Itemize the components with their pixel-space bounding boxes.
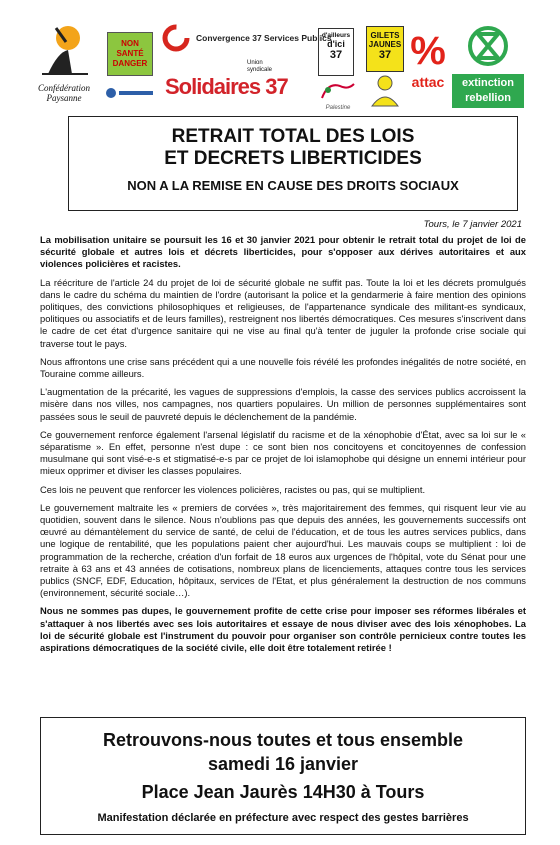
xr-logo — [452, 24, 524, 110]
paragraph-intro: La mobilisation unitaire se poursuit les 16 et 30 janvier 2021 pour obtenir le retrait total du projet de loi de sécurité globale et autres lois et décrets liberticides, pour s'opposer aux dérives autoritaires et aux violences policières et racistes. — [40, 234, 526, 270]
paragraph-violences: Ces lois ne peuvent que renforcer les violences policières, racistes ou pas, qui se multiplient. — [40, 483, 426, 495]
callout-note: Manifestation déclarée en préfecture avec respect des gestes barrières — [97, 812, 469, 824]
gilets-figure-logo — [366, 74, 404, 108]
convergence-label: Convergence 37 Services Publics — [196, 33, 332, 43]
attac-label: attac — [411, 74, 445, 90]
paragraph-separatisme: Ce gouvernement renforce également l'arsenal législatif du racisme et de la xénophobie d'État, avec sa loi sur le « séparatisme ». En effet, personne n'est dupe : ce sont bien nos concitoyens et concitoyennes de confession musulmane qui sont visé-e-s et stigmatisé-e-s par ce projet de loi islamophobe qui désigne un ennemi intérieur pour mieux opprimer et diviser les classes populaires. — [40, 428, 526, 477]
solidaires-logo — [165, 60, 305, 100]
gilets-num-label: 37 — [378, 49, 392, 61]
date-line: Tours, le 7 janvier 2021 — [423, 219, 522, 230]
blue-emblem-icon — [105, 86, 155, 100]
paragraph-crisis: Nous affrontons une crise sans précédent qui a une nouvelle fois révélé les profondes inégalités de notre société, en Touraine comme ailleurs. — [40, 355, 526, 380]
palestine-label: Palestine — [325, 105, 351, 111]
sante-logo — [107, 32, 153, 76]
paragraph-precarity: L'augmentation de la précarité, les vagues de suppressions d'emplois, la casse des services publics accroissent la misère dans nos villes, nos campagnes, nos quartiers populaires. Un million de personnes supplémentaires sont passées sous le seuil de pauvreté depuis le déclenchement de la pandémie. — [40, 386, 526, 422]
sante-label: NON SANTÉ DANGER — [112, 39, 148, 68]
callout-location: Place Jean Jaurès 14H30 à Tours — [141, 782, 425, 802]
paragraph-article-24: La réécriture de l'article 24 du projet de loi de sécurité globale ne suffit pas. Toute la loi et les décrets promulgués dans le cadre du schéma du maintien de l'ordre (autorisant la police et la gendarmerie à faire mention des opinions politiques, des convictions philosophiques et religieuses, de l'appartenance syndicale des militant-es syndicaux, politiques ou associatifs et de leurs familles), restreignent nos libertés démocratiques. Ces mesures s'inscrivent dans le cadre de cet état d'urgence sanitaire qui ne vise au final qu'à tenter de juguler la profonde crise sociale qui traverse tout le pays. — [40, 276, 526, 349]
solidaires-union-label: Union syndicale — [247, 60, 273, 73]
paragraph-conclusion: Nous ne sommes pas dupes, le gouvernement profite de cette crise pour imposer ses réformes libérales et s'attaquer à nos libertés avec ses lois autoritaires et essaye de nous diviser avec des lois xénophobes. La loi de sécurité globale est l'instrument du pouvoir pour organiser son contrôle pernicieux contre toutes les aspirations démocratiques de la société civile, elle doit être totalement retirée ! — [40, 605, 526, 654]
paragraph-premiers-de-corvees: Le gouvernement maltraite les « premiers de corvées », très majoritairement des femmes, qui risquent leur vie au quotidien, souvent dans le silence. Nous n'oublions pas que depuis des années, les gouvernements successifs ont œuvré au démantèlement du service de santé, de celui de l'éducation, et de tous les autres services publics, dans une logique de rentabilité, que les populations paient cher aujourd'hui. Les mauvais coups se multiplient : loi de programmation de la recherche, création d'un forfait de 18 euros aux urgences de l'hôpital, vote du Sénat pour une retraite à 63 ans et 43 années de cotisations, nombreux plans de licenciements, attaques contre tous les services publics (SNCF, EDF, Education, hôpitaux, services de l'Etat, et plus généralement la destruction de nos communs (environnement, sécurité sociale…). — [40, 501, 526, 599]
gilets-label: GILETS JAUNES — [368, 31, 402, 49]
title-line-2: ET DECRETS LIBERTICIDES — [164, 148, 422, 169]
dailleurs-num-label: 37 — [329, 49, 343, 61]
body-text — [40, 234, 526, 660]
hourglass-icon — [466, 24, 510, 68]
rally-callout-box — [40, 717, 526, 835]
callout-line-2: samedi 16 janvier — [207, 754, 359, 774]
confederation-label: Confédération Paysanne — [38, 83, 90, 103]
logo-banner — [0, 0, 560, 112]
palestine-flag-icon — [318, 80, 358, 100]
dailleurs-mid-label: d'ici — [327, 39, 345, 49]
dailleurs-top-label: d'ailleurs — [321, 32, 351, 39]
xr-line1: extinction — [462, 77, 514, 89]
title-line-1: RETRAIT TOTAL DES LOIS — [171, 126, 415, 147]
gilets-jaunes-logo — [366, 26, 404, 72]
title-box — [68, 116, 518, 211]
callout-line-1: Retrouvons-nous toutes et tous ensemble — [102, 730, 464, 750]
convergence-c-icon — [162, 24, 190, 52]
farmer-icon — [28, 22, 100, 78]
small-blue-logo — [105, 86, 155, 100]
percent-icon: % — [410, 29, 446, 73]
vest-figure-icon — [366, 74, 404, 108]
confederation-paysanne-logo — [28, 22, 100, 106]
palestine-logo — [318, 80, 358, 111]
xr-banner — [452, 74, 524, 108]
solidaires-label: Solidaires 37 — [165, 74, 288, 99]
xr-line2: rebellion — [465, 92, 511, 104]
attac-logo — [410, 30, 446, 106]
subtitle: NON A LA REMISE EN CAUSE DES DROITS SOCIAUX — [127, 178, 459, 193]
dailleurs-logo — [318, 28, 354, 76]
